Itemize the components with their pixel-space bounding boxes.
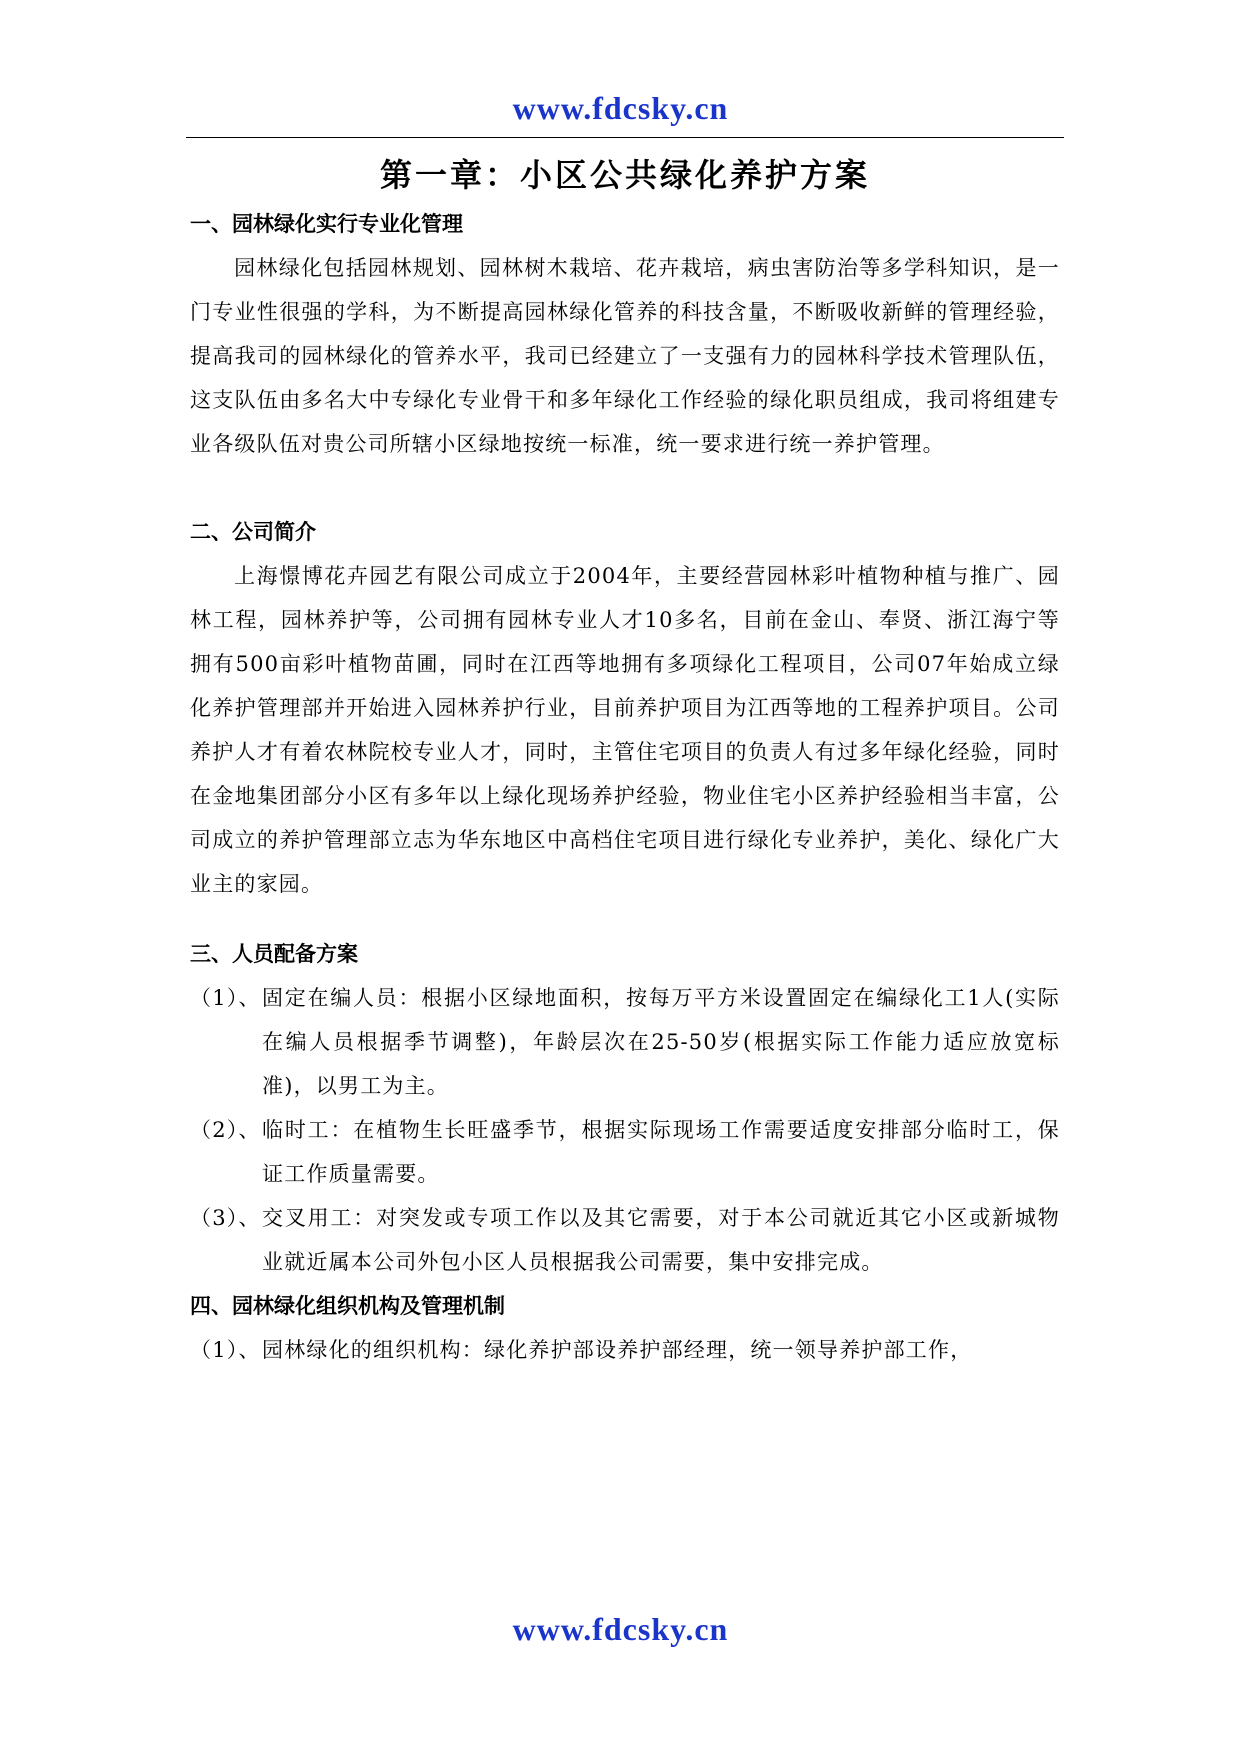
chapter-title: 第一章：小区公共绿化养护方案 (379, 156, 870, 194)
list-item (190, 1108, 1060, 1196)
section-paragraph: 上海憬博花卉园艺有限公司成立于2004年，主要经营园林彩叶植物种植与推广、园林工程，园林养护等，公司拥有园林专业人才10多名，目前在金山、奉贤、浙江海宁等拥有500亩彩叶植物苗圃，同时在江西等地拥有多项绿化工程项目，公司07年始成立绿化养护管理部并开始进入园林养护行业，目前养护项目为江西等地的工程养护项目。公司养护人才有着农林院校专业人才，同时，主管住宅项目的负责人有过多年绿化经验，同时在金地集团部分小区有多年以上绿化现场养护经验，物业住宅小区养护经验相当丰富，公司成立的养护管理部立志为华东地区中高档住宅项目进行绿化专业养护，美化、绿化广大业主的家园。 (190, 564, 1060, 896)
section-heading: 三、人员配备方案 (190, 942, 358, 966)
section-heading: 一、园林绿化实行专业化管理 (190, 212, 463, 236)
list-marker: （1）、 (190, 1338, 261, 1362)
header-divider (186, 137, 1064, 138)
section-paragraph: 园林绿化包括园林规划、园林树木栽培、花卉栽培，病虫害防治等多学科知识，是一门专业性很强的学科，为不断提高园林绿化管养的科技含量，不断吸收新鲜的管理经验，提高我司的园林绿化的管养水平，我司已经建立了一支强有力的园林科学技术管理队伍，这支队伍由多名大中专绿化专业骨干和多年绿化工作经验的绿化职员组成，我司将组建专业各级队伍对贵公司所辖小区绿地按统一标准，统一要求进行统一养护管理。 (190, 256, 1060, 456)
list-item (190, 1328, 1060, 1372)
list-marker: （3）、 (190, 1206, 261, 1230)
list-item (190, 1196, 1060, 1284)
list-item-text: 交叉用工：对突发或专项工作以及其它需要，对于本公司就近其它小区或新城物业就近属本公司外包小区人员根据我公司需要，集中安排完成。 (262, 1206, 1060, 1274)
document-body (190, 148, 1060, 1372)
list-marker: （1）、 (190, 986, 261, 1010)
section-heading: 二、公司简介 (190, 520, 316, 544)
section-3 (190, 932, 1060, 1284)
section-heading: 四、园林绿化组织机构及管理机制 (190, 1294, 505, 1318)
list-marker: （2）、 (190, 1118, 261, 1142)
section-1 (190, 202, 1060, 466)
footer-site-url: www.fdcsky.cn (512, 1611, 729, 1647)
list-item (190, 976, 1060, 1108)
list-item-text: 临时工：在植物生长旺盛季节，根据实际现场工作需要适度安排部分临时工，保证工作质量需要。 (262, 1118, 1060, 1186)
spacer (190, 466, 1060, 510)
list-item-text: 固定在编人员：根据小区绿地面积，按每万平方米设置固定在编绿化工1人(实际在编人员根据季节调整)，年龄层次在25-50岁(根据实际工作能力适应放宽标准)，以男工为主。 (262, 986, 1060, 1098)
list-item-text: 园林绿化的组织机构：绿化养护部设养护部经理，统一领导养护部工作， (262, 1338, 973, 1362)
section-2 (190, 510, 1060, 906)
header-site-url: www.fdcsky.cn (512, 90, 729, 126)
spacer (190, 906, 1060, 932)
section-4 (190, 1284, 1060, 1372)
